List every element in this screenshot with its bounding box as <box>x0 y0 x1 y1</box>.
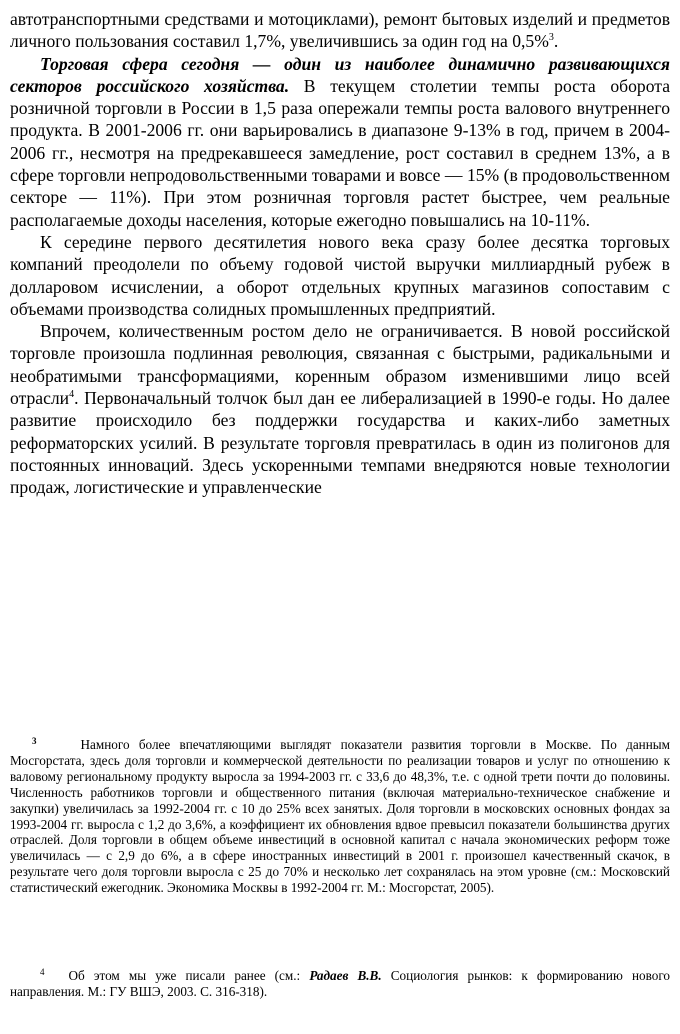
paragraph-4-text: Впрочем, количественным ростом дело не ограничивается. В новой российской торговле произошла подлинная революция, связанная с быстрыми, радикальными и необратимыми трансформациями, коренным образом изменившими лицо всей отрасли <box>10 321 670 409</box>
footnote-4-author: Радаев В.В. <box>309 968 382 983</box>
paragraph-1-text: автотранспортными средствами и мотоциклами), ремонт бытовых изделий и предметов личного пользования составил 1,7%, увеличившись за один год на 0,5% <box>10 9 670 52</box>
footnote-ref-3[interactable]: 3 <box>548 32 554 44</box>
paragraph-2-lead: Торговая сфера сегодня — один из наиболее динамично развивающихся секторов российского хозяйства. <box>10 53 670 96</box>
paragraph-3: К середине первого десятилетия нового века сразу более десятка торговых компаний преодолели по объему годовой чистой выручки миллиардный рубеж в долларовом исчислении, а оборот отдельных крупных магазинов сопоставим с объемами производства солидных промышленных предприятий. <box>10 231 670 319</box>
footnote-4-after: Социология рынков: к формированию нового направления. М.: ГУ ВШЭ, 2003. С. 316-318). <box>10 968 671 999</box>
paragraph-4-rest: . Первоначальный толчок был дан ее либерализацией в 1990-е годы. Но далее развитие происходило без поддержки государства и каких-либо заметных реформаторских усилий. В результате торговля превратилась в один из полигонов для постоянных инноваций. Здесь ускоренными темпами внедряются новые технологии продаж, логистические и управленческие <box>10 388 670 498</box>
paragraph-2-text: В текущем столетии темпы роста оборота розничной торговли в России в 1,5 раза опережали темпы роста валового внутреннего продукта. В 2001-2006 гг. они варьировались в диапазоне 9-13% в год, причем в 2004-2006 гг., несмотря на предрекавшееся замедление, рост составил в среднем 13%, а в сфере торговли непродовольственными товарами и вовсе — 15% (в продовольственном секторе — 11%). При этом розничная торговля растет быстрее, чем реальные располагаемые доходы населения, которые ежегодно повышались на 10-11%. <box>10 75 670 230</box>
footnote-3: 3 Намного более впечатляющими выглядят показатели развития торговли в Москве. По данным Мосгорстата, здесь доля торговли и коммерческой деятельности по реализации товаров и услуг по отношению к валовому региональному продукту выросла за 1994-2003 гг. с 33,6 до 48,3%, т.е. с одной трети почти до половины. Численность работников торговли и общественного питания (включая материально-техническое снабжение и закупки) увеличилась за 1992-2004 гг. с 10 до 25% всех занятых. Доля торговли в московских основных фондах за 1993-2004 гг. выросла с 1,2 до 3,6%, а коэффициент их обновления вдвое превысил показатели большинства других отраслей. Доля торговли в общем объеме инвестиций в основной капитал с начала экономических реформ тоже увеличилась — с 2,9 до 6%, а в сфере иностранных инвестиций в 2001 г. произошел качественный скачок, в результате чего доля торговли выросла с 25 до 70% и несколько лет сохранялась на этом уровне (см.: Московский статистический ежегодник. Экономика Москвы в 1992-2004 гг. М.: Мосгорстат, 2005). <box>10 735 670 896</box>
footnote-3-text: Намного более впечатляющими выглядят показатели развития торговли в Москве. По данным Мосгорстата, здесь доля торговли и коммерческой деятельности по реализации товаров и услуг по отношению к валовому региональному продукту выросла за 1994-2003 гг. с 33,6 до 48,3%, т.е. с одной трети почти до половины. Численность работников торговли и общественного питания (включая материально-техническое снабжение и закупки) увеличилась за 1992-2004 гг. с 10 до 25% всех занятых. Доля торговли в московских основных фондах за 1993-2004 гг. выросла с 1,2 до 3,6%, а коэффициент их обновления вдвое превысил показатели большинства других отраслей. Доля торговли в общем объеме инвестиций в основной капитал с начала экономических реформ тоже увеличилась — с 2,9 до 6%, а в сфере иностранных инвестиций в 2001 г. произошел качественный скачок, в результате чего доля торговли выросла с 25 до 70% и несколько лет сохранялась на этом уровне (см.: Московский статистический ежегодник. Экономика Москвы в 1992-2004 гг. М.: Мосгорстат, 2005). <box>10 737 670 896</box>
paragraph-4 <box>10 320 670 498</box>
footnote-4: 4 Об этом мы уже писали ранее (см.: Радаев В.В. Социология рынков: к формированию нового направления. М.: ГУ ВШЭ, 2003. С. 316-318). <box>10 966 671 999</box>
paragraph-1 <box>10 8 670 53</box>
paragraph-2 <box>10 53 670 231</box>
footnote-ref-4[interactable]: 4 <box>69 389 75 401</box>
paragraph-1-end: . <box>553 31 559 52</box>
main-text <box>10 8 670 499</box>
footnote-4-before: Об этом мы уже писали ранее (см.: <box>68 968 310 983</box>
